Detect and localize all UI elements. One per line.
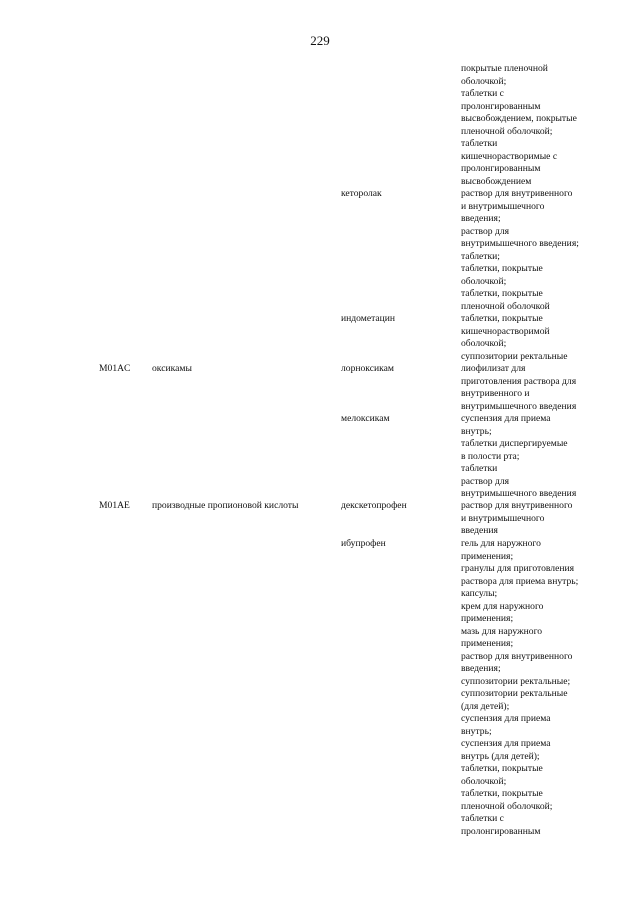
dosage-forms-continued — [461, 63, 631, 188]
dosage-form-line: и внутримышечного — [461, 512, 545, 524]
dosage-form-line: раствор для внутривенного — [461, 650, 573, 662]
dosage-form-line: оболочкой; — [461, 275, 507, 287]
dosage-form-line: суппозитории ректальные — [461, 688, 568, 699]
atc-code: M01AC — [99, 363, 131, 374]
dosage-forms — [461, 313, 631, 363]
dosage-form-line: раствора для приема внутрь; — [461, 575, 579, 587]
pharmacological-group: производные пропионовой кислоты — [152, 500, 299, 511]
dosage-form-line: мазь для наружного — [461, 625, 543, 637]
dosage-form-line: внутрь (для детей); — [461, 750, 540, 762]
dosage-form-line: таблетки, покрытые — [461, 288, 543, 299]
dosage-form-line: таблетки, покрытые — [461, 313, 543, 324]
drug-name: лорноксикам — [341, 363, 394, 374]
dosage-form-line: раствор для внутривенного — [461, 500, 573, 511]
dosage-form-line: применения; — [461, 613, 514, 624]
dosage-form-line: применения; — [461, 638, 514, 649]
drug-name: декскетопрофен — [341, 500, 407, 511]
dosage-form-line: таблетки — [461, 138, 498, 149]
dosage-form-line: внутривенного и — [461, 388, 530, 399]
dosage-form-line: (для детей); — [461, 700, 510, 712]
dosage-form-line: высвобождением — [461, 175, 532, 187]
dosage-form-line: таблетки, покрытые — [461, 788, 543, 799]
dosage-forms — [461, 538, 631, 838]
dosage-form-line: покрытые пленочной — [461, 63, 548, 74]
dosage-forms — [461, 500, 631, 538]
dosage-form-line: гранулы для приготовления — [461, 563, 575, 574]
dosage-form-line: введения; — [461, 213, 501, 224]
dosage-form-line: внутримышечного введения — [461, 400, 577, 412]
dosage-form-line: лиофилизат для — [461, 363, 526, 374]
atc-code: M01AE — [99, 500, 130, 511]
dosage-form-line: пролонгированным — [461, 163, 541, 174]
dosage-form-line: оболочкой; — [461, 775, 507, 787]
dosage-form-line: внутрь; — [461, 725, 492, 737]
dosage-form-line: пролонгированным — [461, 825, 541, 837]
page-number: 229 — [310, 33, 330, 48]
dosage-form-line: гель для наружного — [461, 538, 541, 549]
dosage-form-line: таблетки с — [461, 88, 504, 99]
drug-name: кеторолак — [341, 188, 382, 199]
dosage-form-line: высвобождением, покрытые — [461, 113, 577, 124]
dosage-form-line: приготовления раствора для — [461, 375, 577, 387]
dosage-forms — [461, 413, 631, 501]
dosage-form-line: суппозитории ректальные; — [461, 675, 571, 687]
dosage-form-line: применения; — [461, 550, 514, 562]
dosage-form-line: оболочкой; — [461, 75, 507, 87]
dosage-form-line: пленочной оболочкой — [461, 300, 550, 312]
dosage-form-line: оболочкой; — [461, 338, 507, 349]
dosage-form-line: таблетки; — [461, 250, 500, 262]
drug-name: мелоксикам — [341, 413, 390, 424]
dosage-form-line: внутримышечного введения — [461, 488, 577, 499]
dosage-forms — [461, 363, 631, 413]
dosage-form-line: внутрь; — [461, 425, 492, 437]
dosage-form-line: таблетки, покрытые — [461, 763, 543, 774]
dosage-form-line: пленочной оболочкой; — [461, 800, 553, 812]
pharmacological-group: оксикамы — [152, 363, 192, 374]
dosage-form-line: суспензия для приема — [461, 713, 551, 724]
dosage-form-line: раствор для — [461, 475, 510, 487]
dosage-form-line: таблетки диспергируемые — [461, 438, 568, 449]
dosage-form-line: раствор для внутривенного — [461, 188, 573, 199]
dosage-form-line: капсулы; — [461, 588, 498, 599]
dosage-form-line: таблетки с — [461, 813, 504, 824]
dosage-form-line: в полости рта; — [461, 450, 520, 462]
drug-name: ибупрофен — [341, 538, 386, 549]
dosage-form-line: таблетки — [461, 463, 498, 474]
dosage-forms — [461, 188, 631, 313]
dosage-form-line: кишечнорастворимой — [461, 325, 550, 337]
drug-name: индометацин — [341, 313, 396, 324]
dosage-form-line: таблетки, покрытые — [461, 263, 543, 274]
dosage-form-line: кишечнорастворимые с — [461, 150, 558, 162]
dosage-form-line: и внутримышечного — [461, 200, 545, 212]
dosage-form-line: суппозитории ректальные — [461, 350, 568, 362]
dosage-form-line: внутримышечного введения; — [461, 238, 579, 249]
dosage-form-line: пленочной оболочкой; — [461, 125, 553, 137]
dosage-form-line: суспензия для приема — [461, 738, 551, 749]
dosage-form-line: введения; — [461, 663, 501, 674]
dosage-form-line: пролонгированным — [461, 100, 541, 112]
dosage-form-line: раствор для — [461, 225, 510, 237]
dosage-form-line: введения — [461, 525, 498, 536]
dosage-form-line: суспензия для приема — [461, 413, 551, 424]
dosage-form-line: крем для наружного — [461, 600, 544, 612]
